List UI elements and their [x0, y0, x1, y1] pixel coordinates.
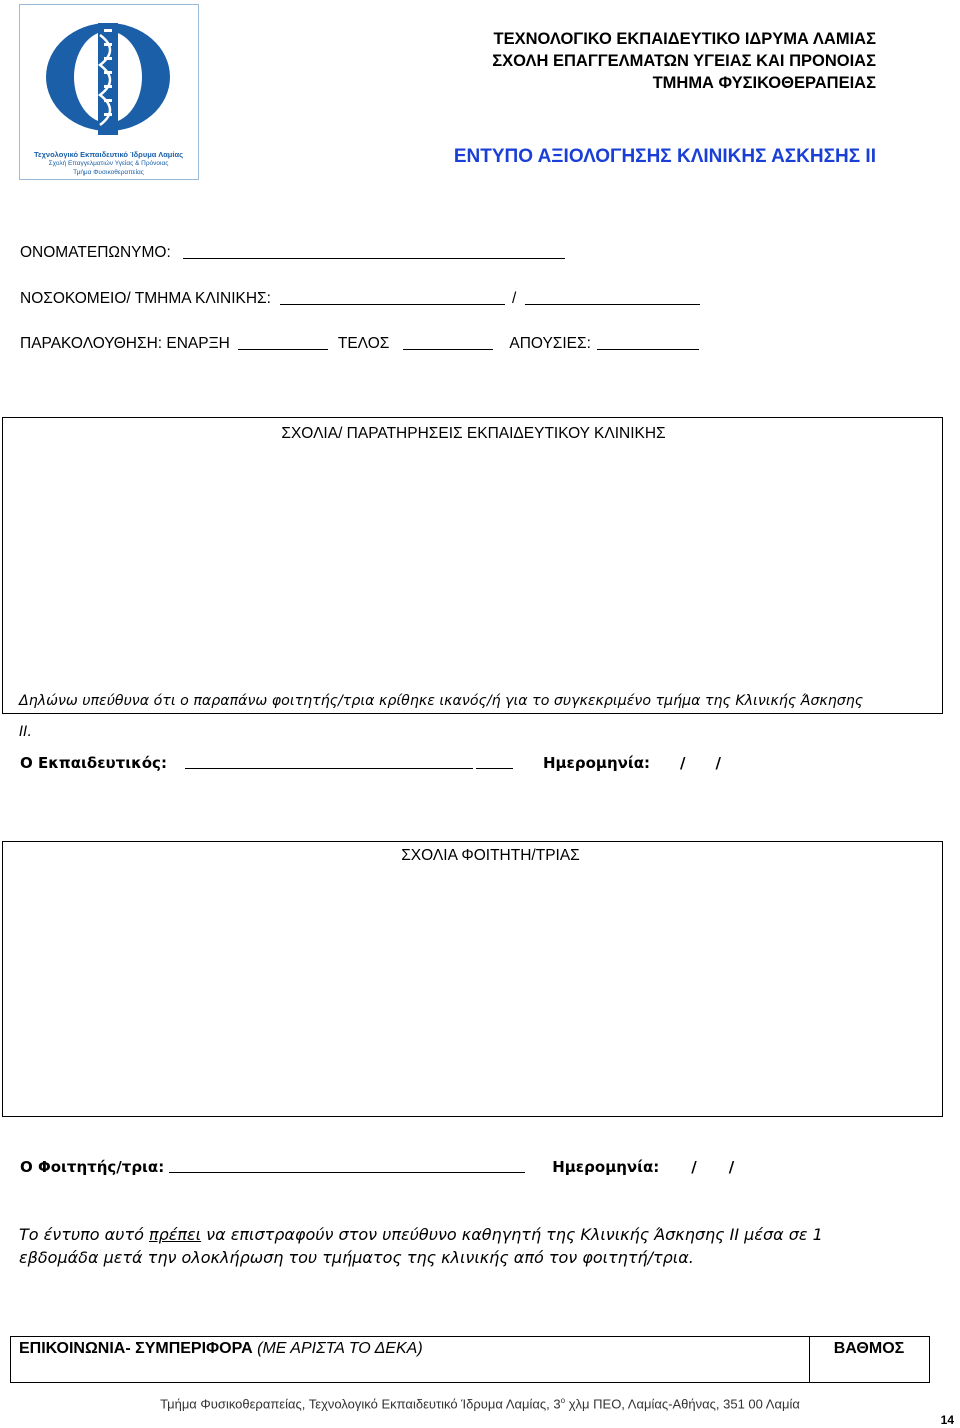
grade-header: ΒΑΘΜΟΣ [833, 1340, 905, 1357]
instructor-signature-field[interactable] [185, 767, 473, 769]
absences-label: ΑΠΟΥΣΙΕΣ: [509, 335, 591, 352]
header-line1: ΤΕΧΝΟΛΟΓΙΚΟ ΕΚΠΑΙΔΕΥΤΙΚΟ ΙΔΡΥΜΑ ΛΑΜΙΑΣ [493, 30, 876, 48]
student-date-sep1: / [691, 1158, 697, 1176]
student-date-sep2: / [728, 1158, 735, 1176]
student-date-label: Ημερομηνία: [552, 1158, 660, 1176]
declaration-line1: Δηλώνω υπεύθυνα ότι ο παραπάνω φοιτητής/τρια κρίθηκε ικανός/ή για το συγκεκριμένο τμήμα της Κλινικής Άσκησης [19, 693, 864, 709]
name-field[interactable] [183, 257, 565, 259]
page-footer [0, 1396, 960, 1411]
notice-part1: Το έντυπο αυτό [19, 1225, 149, 1244]
student-comments-box[interactable] [2, 841, 943, 1117]
name-row [20, 244, 565, 262]
header-line2: ΣΧΟΛΗ ΕΠΑΓΓΕΛΜΑΤΩΝ ΥΓΕΙΑΣ ΚΑΙ ΠΡΟΝΟΙΑΣ [492, 52, 876, 70]
instructor-date-label: Ημερομηνία: [542, 754, 651, 772]
instructor-date-sep1: / [680, 754, 686, 772]
footer-address-prefix: Τμήμα Φυσικοθεραπείας, Τεχνολογικό Εκπαιδευτικό Ίδρυμα Λαμίας, 3 [160, 1396, 561, 1412]
end-date-field[interactable] [403, 348, 493, 350]
hospital-row [20, 290, 700, 308]
header-line3: ΤΜΗΜΑ ΦΥΣΙΚΟΘΕΡΑΠΕΙΑΣ [652, 74, 876, 92]
hospital-field[interactable] [280, 303, 505, 305]
instructor-signature-row [20, 754, 721, 772]
return-notice-line2: εβδομάδα μετά την ολοκλήρωση του τμήματος της κλινικής από τον φοιτητή/τρια. [19, 1248, 694, 1267]
hospital-separator: / [511, 290, 517, 307]
footer-address-sup: ο [560, 1396, 566, 1405]
clinic-department-field[interactable] [525, 303, 700, 305]
student-signature-field[interactable] [169, 1171, 525, 1173]
criterion-note: (ΜΕ ΑΡΙΣΤΑ ΤΟ ΔΕΚΑ) [257, 1340, 423, 1357]
student-signature-row [20, 1158, 734, 1176]
logo-caption-line3: Τμήμα Φυσικοθεραπείας [73, 169, 144, 176]
criterion-cell [19, 1340, 423, 1358]
return-notice-line1 [19, 1225, 959, 1244]
page-number: 14 [940, 1413, 954, 1427]
name-label: ΟΝΟΜΑΤΕΠΩΝΥΜΟ: [20, 244, 171, 261]
logo-caption-line2: Σχολή Επαγγελματιών Υγείας & Πρόνοιας [48, 160, 169, 167]
form-title: ΕΝΤΥΠΟ ΑΞΙΟΛΟΓΗΣΗΣ ΚΛΙΝΙΚΗΣ ΑΣΚΗΣΗΣ ΙΙ [453, 146, 876, 167]
hospital-label: ΝΟΣΟΚΟΜΕΙΟ/ ΤΜΗΜΑ ΚΛΙΝΙΚΗΣ: [20, 290, 271, 307]
student-label: Ο Φοιτητής/τρια: [20, 1158, 165, 1176]
declaration-line2: ΙΙ. [19, 724, 32, 740]
institution-header [492, 28, 876, 94]
instructor-signature-extra-field[interactable] [476, 767, 513, 769]
notice-part2: να επιστραφούν στον υπεύθυνο καθηγητή της Κλινικής Άσκησης ΙΙ μέσα σε 1 [201, 1225, 823, 1244]
student-comments-title: ΣΧΟΛΙΑ ΦΟΙΤΗΤΗ/ΤΡΙΑΣ [401, 847, 580, 864]
instructor-label: Ο Εκπαιδευτικός: [20, 754, 167, 772]
absences-field[interactable] [597, 348, 699, 350]
attendance-start-label: ΠΑΡΑΚΟΛΟΥΘΗΣΗ: ΕΝΑΡΞΗ [20, 335, 230, 352]
institution-logo [19, 4, 199, 180]
criterion-title: ΕΠΙΚΟΙΝΩΝΙΑ- ΣΥΜΠΕΡΙΦΟΡΑ [19, 1340, 253, 1357]
end-label: ΤΕΛΟΣ [337, 335, 390, 352]
grade-table [10, 1336, 930, 1383]
notice-underlined: πρέπει [148, 1225, 202, 1244]
logo-caption-line1: Τεχνολογικό Εκπαιδευτικό Ίδρυμα Λαμίας [34, 150, 183, 159]
instructor-date-sep2: / [715, 754, 721, 772]
attendance-row [20, 335, 699, 353]
instructor-comments-box[interactable] [2, 417, 943, 714]
footer-address-suffix: χλμ ΠΕΟ, Λαμίας-Αθήνας, 351 00 Λαμία [565, 1396, 800, 1412]
instructor-comments-title: ΣΧΟΛΙΑ/ ΠΑΡΑΤΗΡΗΣΕΙΣ ΕΚΠΑΙΔΕΥΤΙΚΟΥ ΚΛΙΝΙΚΗΣ [281, 425, 666, 442]
start-date-field[interactable] [238, 348, 328, 350]
